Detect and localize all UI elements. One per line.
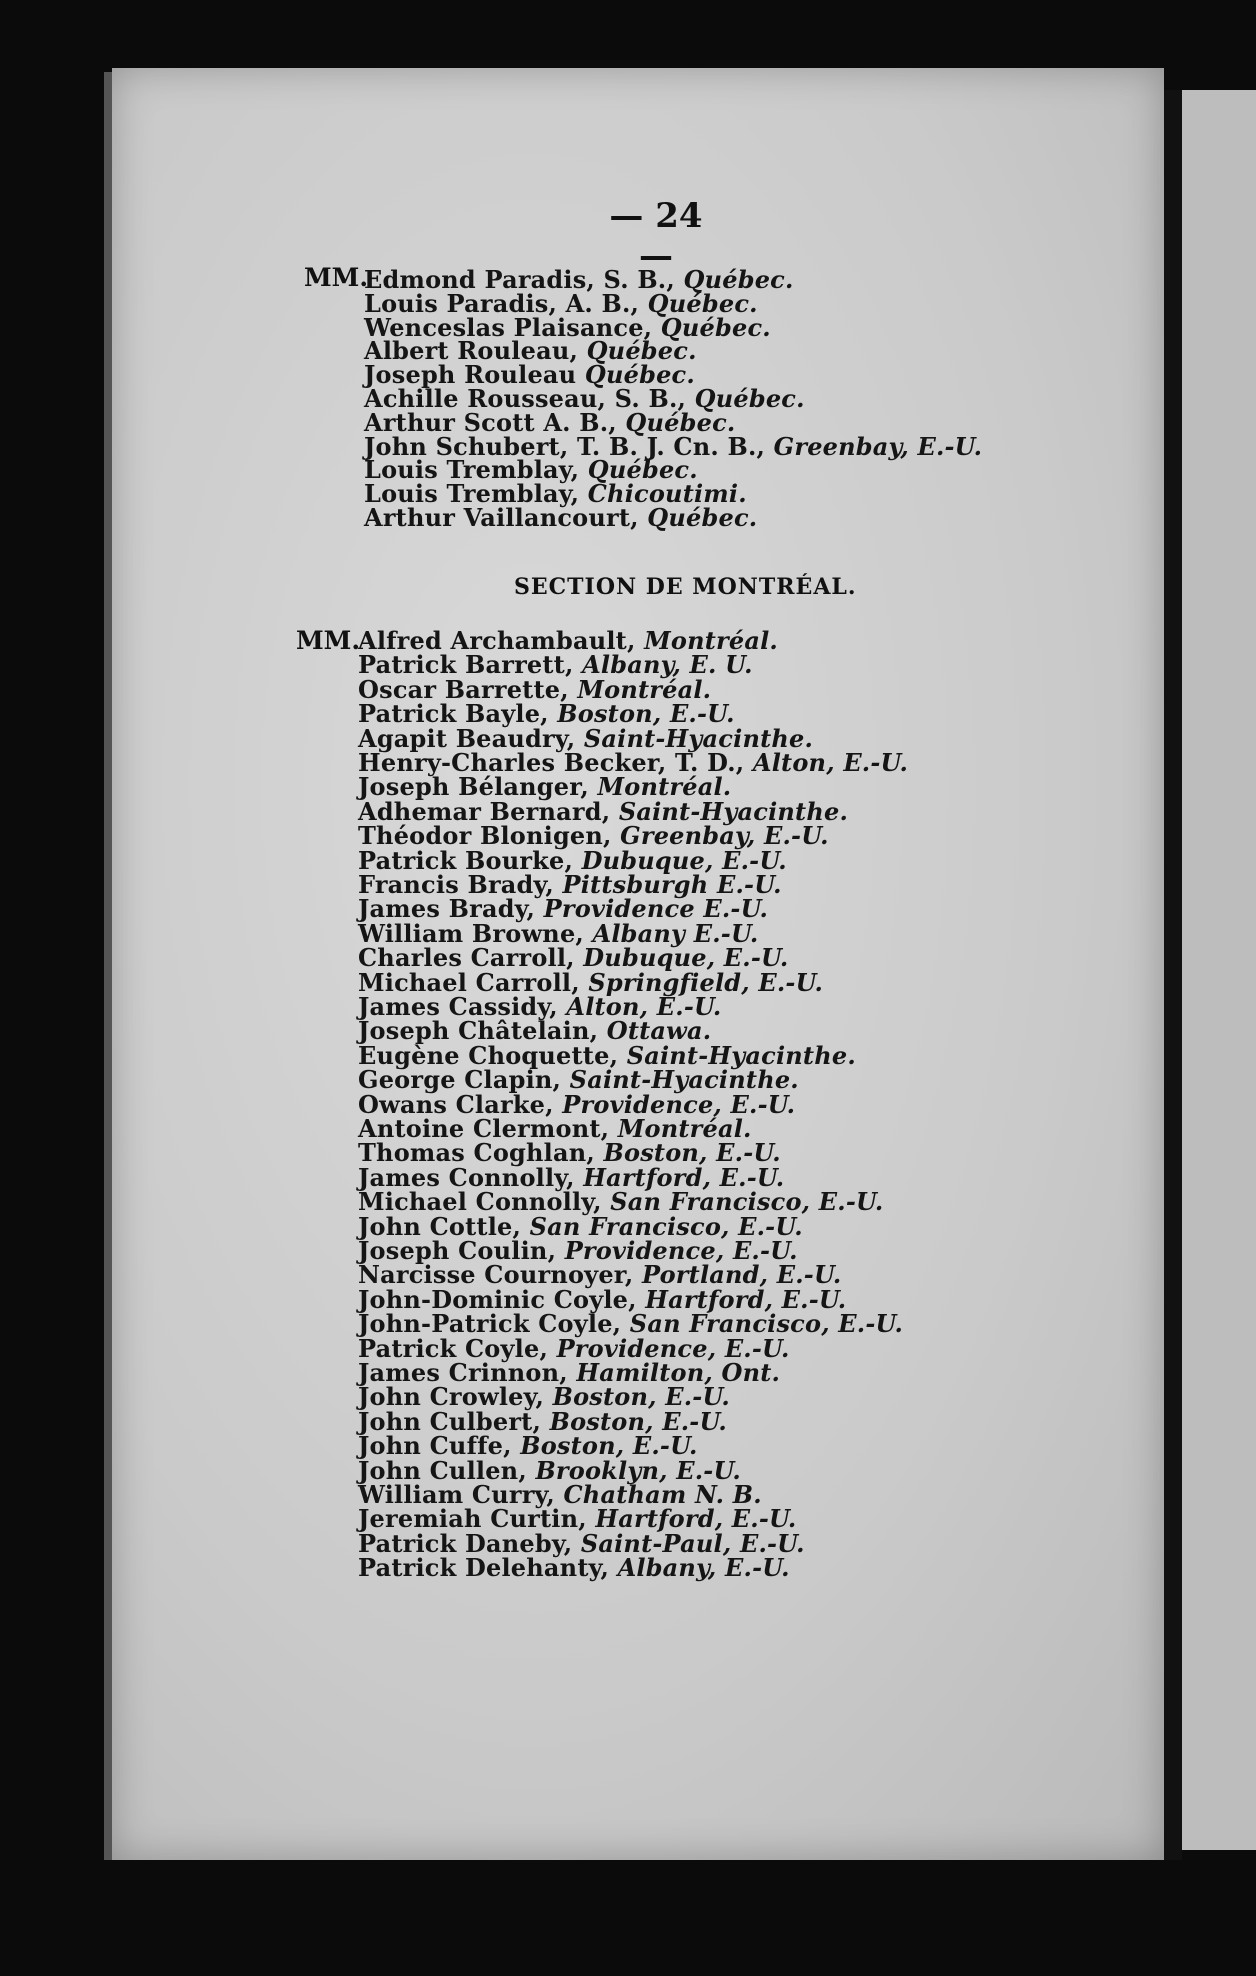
entry-place: Boston, E.-U. <box>603 1138 781 1168</box>
entry-name: Albert Rouleau, <box>364 336 587 366</box>
section-title: SECTION DE MONTRÉAL. <box>514 574 857 600</box>
entry-name: John Schubert, T. B. J. Cn. B., <box>364 431 774 461</box>
entry-place: Québec. <box>683 265 794 294</box>
entry-place: Québec. <box>647 503 758 532</box>
entry-place: Saint-Hyacinthe. <box>583 723 814 753</box>
entry-place: Hartford, E.-U. <box>595 1504 797 1534</box>
entry-name: Edmond Paradis, S. B., <box>364 265 684 294</box>
entry-name: John Cuffe, <box>358 1431 521 1461</box>
entry-place: Alton, E.-U. <box>566 992 722 1021</box>
facing-page-edge <box>1182 90 1256 1850</box>
entry-name: James Cassidy, <box>358 992 567 1021</box>
entry-name: William Curry, <box>358 1480 564 1509</box>
entry-place: Albany, E.-U. <box>617 1553 790 1583</box>
entry-place: Montréal. <box>644 626 778 655</box>
entry-name: Oscar Barrette, <box>358 674 578 704</box>
entry-place: Boston, E.-U. <box>549 1406 727 1436</box>
entry-name: Patrick Bayle, <box>358 699 558 729</box>
entry-name: Patrick Bourke, <box>358 845 582 875</box>
entry-place: Québec. <box>584 360 695 390</box>
entry-place: Dubuque, E.-U. <box>583 943 789 973</box>
entry-name: John Culbert, <box>358 1406 550 1436</box>
entry-name: Théodor Blonigen, <box>358 821 621 851</box>
entry-name: Arthur Vaillancourt, <box>364 503 648 532</box>
entry-name: Wenceslas Plaisance, <box>364 312 661 342</box>
entry-place: Saint-Hyacinthe. <box>569 1065 799 1095</box>
entry-name: Joseph Bélanger, <box>358 772 598 802</box>
entry-name: John Cottle, <box>358 1211 530 1241</box>
entry-place: Québec. <box>660 312 771 342</box>
page-number: — 24 — <box>609 196 703 276</box>
entry-place: Alton, E.-U. <box>752 748 909 777</box>
entry-place: Providence, E.-U. <box>562 1089 796 1119</box>
entry-place: Greenbay, E.-U. <box>620 821 829 851</box>
entry-place: Boston, E.-U. <box>520 1431 698 1461</box>
entry-name: Owans Clarke, <box>358 1089 563 1119</box>
entry-place: Pittsburgh E.-U. <box>562 870 782 899</box>
entry-name: John Crowley, <box>358 1382 553 1412</box>
entry-place: Hartford, E.-U. <box>645 1284 847 1314</box>
entry-place: San Francisco, E.-U. <box>629 1309 903 1339</box>
entry-name: Achille Rousseau, S. B., <box>364 384 695 413</box>
entry-name: John Cullen, <box>358 1455 536 1485</box>
entry-name: John-Patrick Coyle, <box>358 1309 630 1339</box>
entry-place: Hartford, E.-U. <box>583 1162 785 1192</box>
entry-name: Thomas Coghlan, <box>358 1138 604 1168</box>
entry-name: James Crinnon, <box>358 1358 577 1387</box>
entry-name: George Clapin, <box>358 1065 570 1095</box>
entry-name: Jeremiah Curtin, <box>358 1504 596 1534</box>
entry-place: Saint-Hyacinthe. <box>626 1040 856 1070</box>
entry-name: Louis Paradis, A. B., <box>364 288 648 318</box>
entry-place: Boston, E.-U. <box>552 1382 730 1412</box>
entry-place: Portland, E.-U. <box>642 1260 842 1290</box>
entry-place: Québec. <box>694 384 805 413</box>
entry-name: Charles Carroll, <box>358 943 584 973</box>
entry-name: Patrick Coyle, <box>358 1333 557 1363</box>
entry-place: San Francisco, E.-U. <box>529 1211 803 1241</box>
group2-prefix: MM. <box>296 626 361 655</box>
entry-name: Michael Connolly, <box>358 1187 611 1217</box>
entry-name: Agapit Beaudry, <box>358 723 584 753</box>
entry-name: James Brady, <box>358 894 544 924</box>
entry-name: Joseph Rouleau <box>364 360 585 390</box>
group1-prefix: MM. <box>304 263 369 292</box>
entry-place: Montréal. <box>577 674 712 704</box>
entry-place: Providence, E.-U. <box>564 1236 798 1265</box>
entry-name: Patrick Daneby, <box>358 1528 581 1558</box>
entry-name: Louis Tremblay, <box>364 479 588 509</box>
entry-place: Ottawa. <box>606 1016 712 1046</box>
entry-place: Providence E.-U. <box>543 894 769 924</box>
list-item <box>364 503 757 532</box>
entry-name: Antoine Clermont, <box>358 1114 618 1143</box>
entry-name: Arthur Scott A. B., <box>364 407 626 437</box>
entry-name: Patrick Delehanty, <box>358 1553 618 1583</box>
entry-place: Springfield, E.-U. <box>588 967 824 997</box>
entry-place: Québec. <box>647 288 758 318</box>
entry-place: Albany E.-U. <box>592 918 759 948</box>
entry-place: Québec. <box>625 407 736 437</box>
book-gutter <box>1164 90 1182 1860</box>
entry-place: Hamilton, Ont. <box>576 1358 781 1387</box>
entry-name: Eugène Choquette, <box>358 1040 627 1070</box>
entry-name: Patrick Barrett, <box>358 650 583 680</box>
entry-name: Louis Tremblay, <box>364 455 588 485</box>
entry-name: William Browne, <box>358 918 593 948</box>
entry-name: Henry-Charles Becker, T. D., <box>358 748 753 777</box>
entry-place: Albany, E. U. <box>582 650 753 680</box>
list-item <box>358 1553 790 1582</box>
entry-place: Montréal. <box>617 1114 752 1143</box>
entry-name: Narcisse Cournoyer, <box>358 1260 642 1290</box>
entry-place: San Francisco, E.-U. <box>610 1187 884 1217</box>
entry-place: Saint-Hyacinthe. <box>618 796 849 826</box>
entry-place: Québec. <box>586 336 697 366</box>
entry-name: Francis Brady, <box>358 870 563 899</box>
entry-place: Saint-Paul, E.-U. <box>580 1528 805 1558</box>
entry-place: Québec. <box>587 455 698 485</box>
entry-place: Dubuque, E.-U. <box>581 845 787 875</box>
entry-name: Adhemar Bernard, <box>358 796 619 826</box>
entry-place: Chicoutimi. <box>587 479 747 509</box>
entry-name: James Connolly, <box>358 1162 584 1192</box>
entry-name: John-Dominic Coyle, <box>358 1284 646 1314</box>
entry-name: Joseph Châtelain, <box>358 1016 607 1046</box>
entry-place: Brooklyn, E.-U. <box>535 1455 741 1485</box>
entry-name: Michael Carroll, <box>358 967 589 997</box>
entry-place: Greenbay, E.-U. <box>773 431 983 461</box>
entry-place: Boston, E.-U. <box>557 699 735 729</box>
entry-place: Chatham N. B. <box>563 1480 762 1509</box>
entry-name: Alfred Archambault, <box>358 626 645 655</box>
entry-place: Providence, E.-U. <box>556 1333 790 1363</box>
entry-place: Montréal. <box>597 772 732 802</box>
entry-name: Joseph Coulin, <box>358 1236 565 1265</box>
